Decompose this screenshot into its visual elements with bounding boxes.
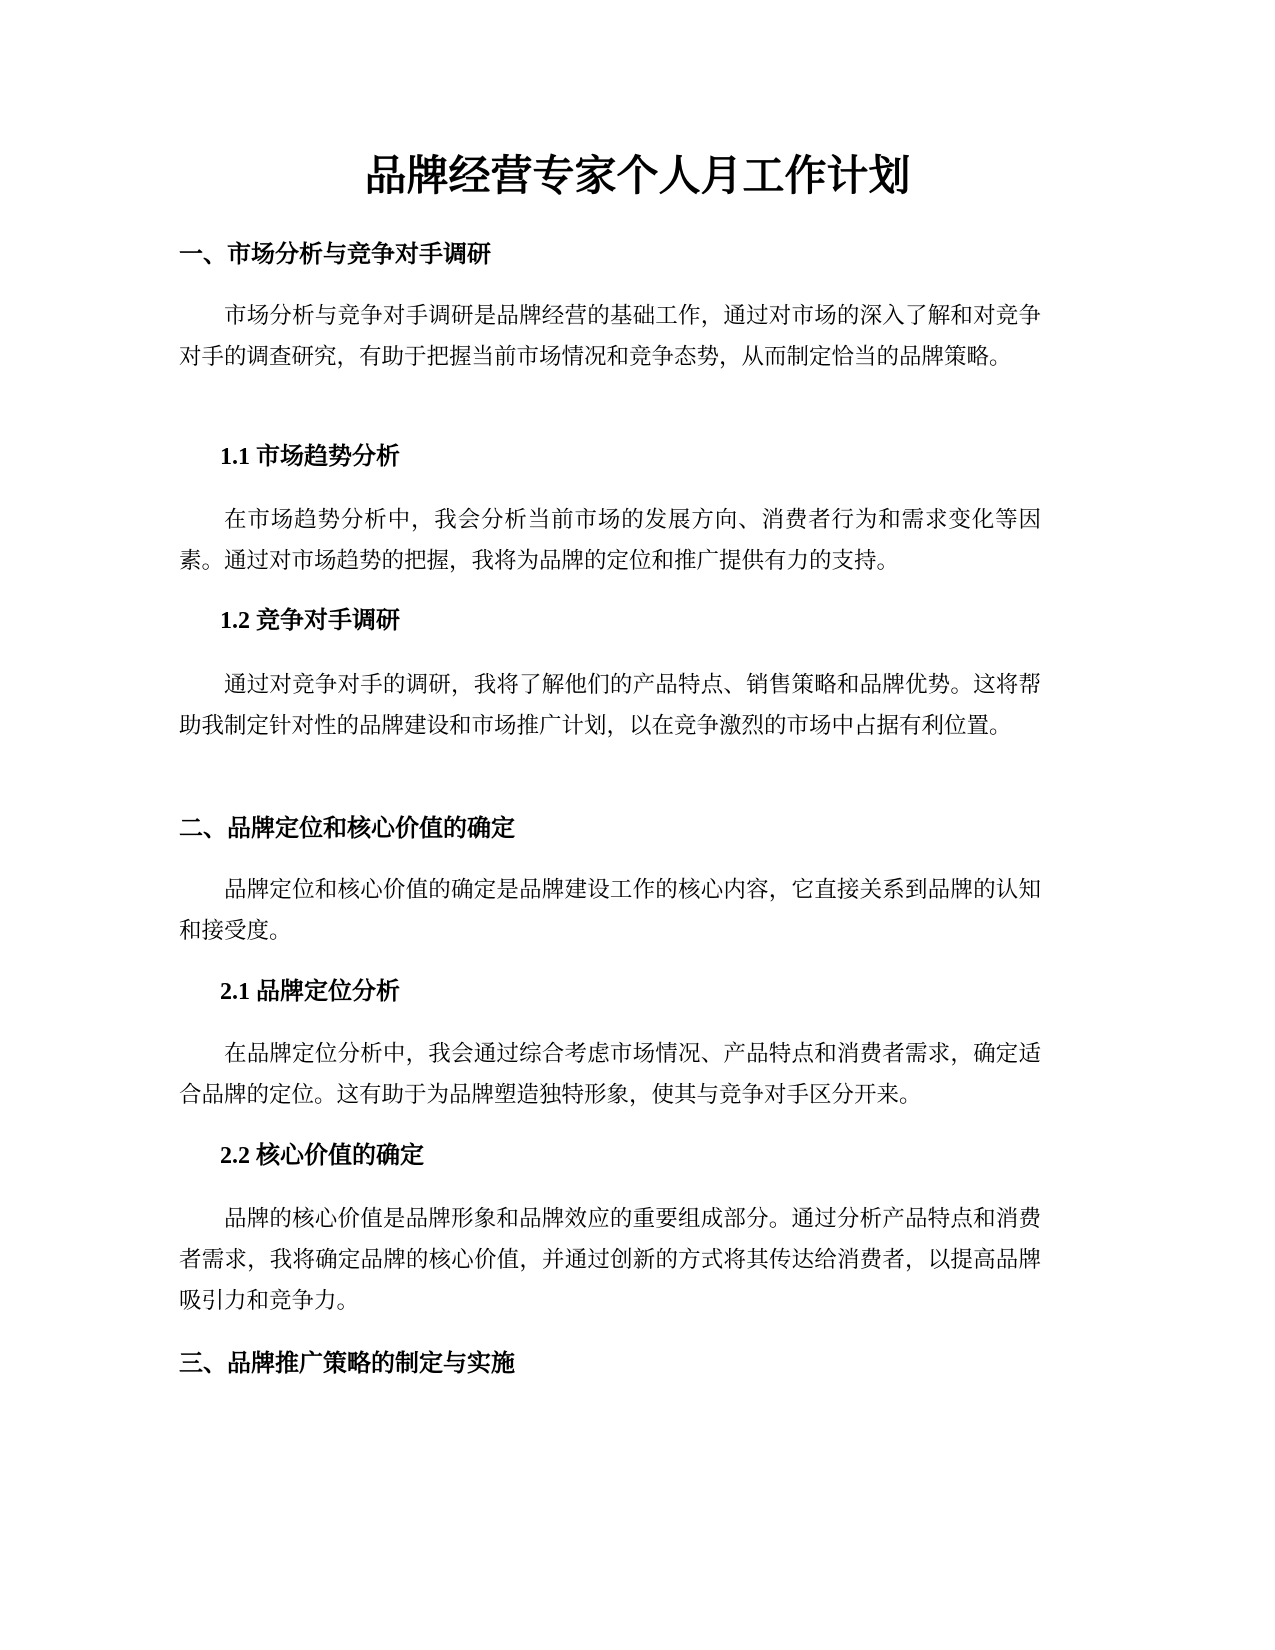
subsection-2-2-text: 品牌的核心价值是品牌形象和品牌效应的重要组成部分。通过分析产品特点和消费者需求，我将确定品牌的核心价值，并通过创新的方式将其传达给消费者，以提高品牌吸引力和竞争力。 (179, 1206, 1041, 1314)
document-title: 品牌经营专家个人月工作计划 (364, 151, 911, 200)
subsection-1-1-text: 在市场趋势分析中，我会分析当前市场的发展方向、消费者行为和需求变化等因素。通过对市场趋势的把握，我将为品牌的定位和推广提供有力的支持。 (179, 507, 1041, 574)
section-heading-3: 三、品牌推广策略的制定与实施 (179, 1349, 515, 1377)
subsection-heading-2-2: 2.2 核心价值的确定 (220, 1143, 424, 1169)
section-1-intro: 市场分析与竞争对手调研是品牌经营的基础工作，通过对市场的深入了解和对竞争对手的调查研究，有助于把握当前市场情况和竞争态势，从而制定恰当的品牌策略。 (179, 303, 1041, 370)
subsection-heading-1-1: 1.1 市场趋势分析 (220, 444, 400, 470)
section-2-intro: 品牌定位和核心价值的确定是品牌建设工作的核心内容，它直接关系到品牌的认知和接受度。 (179, 877, 1041, 944)
subsection-heading-2-1: 2.1 品牌定位分析 (220, 979, 400, 1005)
section-heading-1: 一、市场分析与竞争对手调研 (179, 240, 491, 268)
subsection-heading-1-2: 1.2 竞争对手调研 (220, 608, 400, 634)
subsection-2-1-text: 在品牌定位分析中，我会通过综合考虑市场情况、产品特点和消费者需求，确定适合品牌的定位。这有助于为品牌塑造独特形象，使其与竞争对手区分开来。 (179, 1041, 1041, 1108)
section-heading-2: 二、品牌定位和核心价值的确定 (179, 814, 515, 842)
subsection-1-2-text: 通过对竞争对手的调研，我将了解他们的产品特点、销售策略和品牌优势。这将帮助我制定针对性的品牌建设和市场推广计划，以在竞争激烈的市场中占据有利位置。 (179, 672, 1041, 739)
